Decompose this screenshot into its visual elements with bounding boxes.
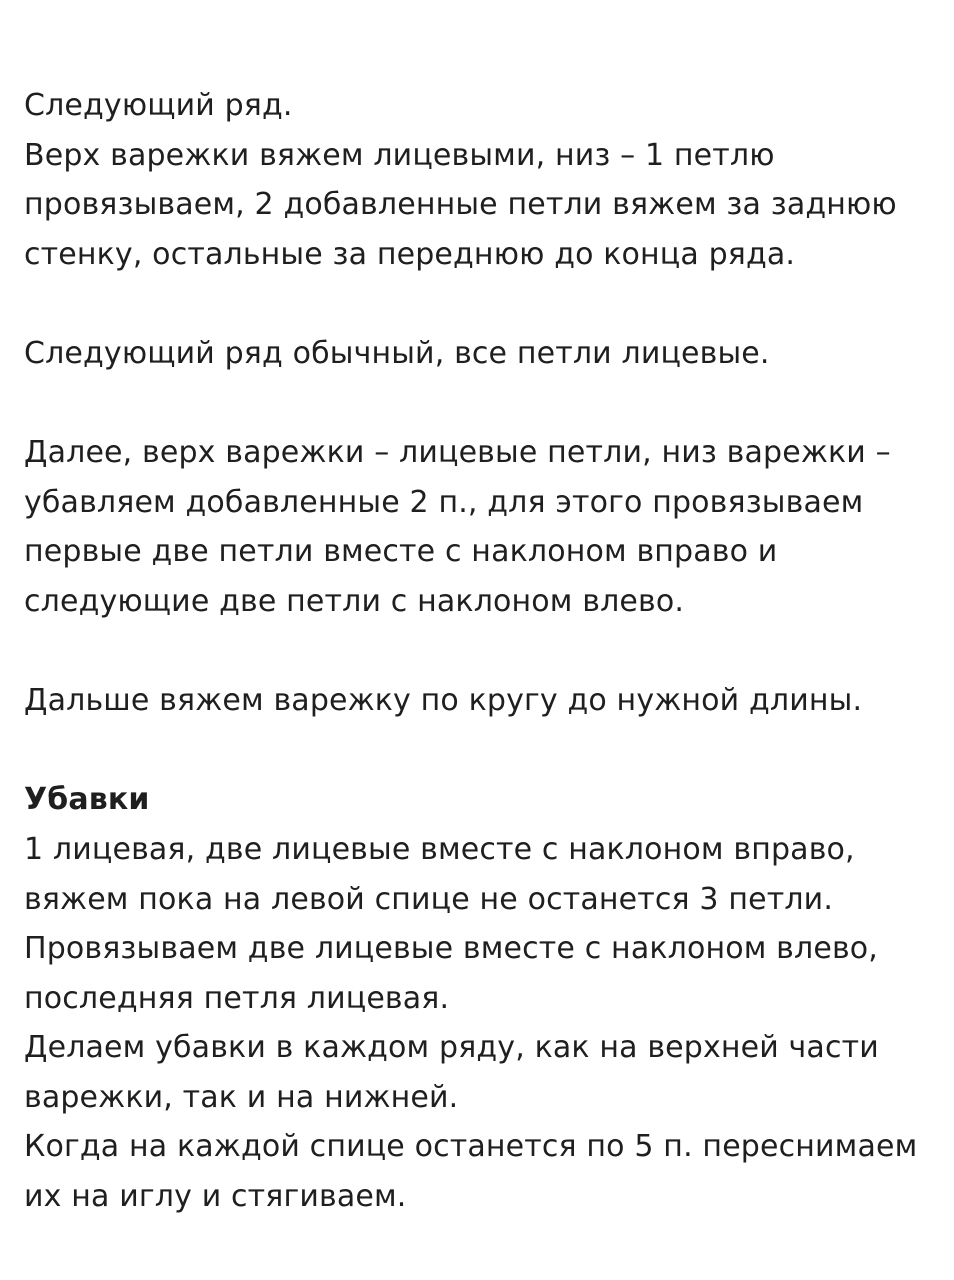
document-page [24,81,944,1222]
text-line: Следующий ряд. [24,88,293,123]
text-line: следующие две петли с наклоном влево. [24,583,685,619]
text-line: последняя петля лицевая. [24,980,450,1016]
section-decreases [24,775,944,1221]
paragraph-next-row [24,81,944,279]
text-line: первые две петли вместе с наклоном вправо и [24,534,778,570]
paragraph-spacer [24,279,944,329]
paragraph-knit-length [24,676,944,726]
text-line: Делаем убавки в каждом ряду, как на верхней части [24,1030,879,1066]
text-line: Провязываем две лицевые вместе с наклоном влево, [24,931,878,967]
text-line: Когда на каждой спице останется по 5 п. переснимаем [24,1129,918,1165]
text-line: провязываем, 2 добавленные петли вяжем за заднюю [24,187,897,223]
text-line: Далее, верх варежки – лицевые петли, низ варежки – [24,435,891,471]
text-line: варежки, так и на нижней. [24,1079,459,1115]
text-line: их на иглу и стягиваем. [24,1179,407,1215]
section-heading: Убавки [24,782,150,818]
paragraph-plain-row [24,329,944,379]
text-line: стенку, остальные за переднюю до конца ряда. [24,236,796,272]
paragraph-spacer [24,379,944,429]
paragraph-decrease-added [24,428,944,626]
paragraph-spacer [24,726,944,776]
text-line: вяжем пока на левой спице не останется 3 петли. [24,881,834,917]
text-line: Следующий ряд обычный, все петли лицевые. [24,335,770,371]
text-line: Верх варежки вяжем лицевыми, низ – 1 петлю [24,137,775,173]
text-line: 1 лицевая, две лицевые вместе с наклоном вправо, [24,831,855,867]
paragraph-spacer [24,627,944,677]
text-line: Дальше вяжем варежку по кругу до нужной длины. [24,683,863,719]
text-line: убавляем добавленные 2 п., для этого провязываем [24,484,864,520]
